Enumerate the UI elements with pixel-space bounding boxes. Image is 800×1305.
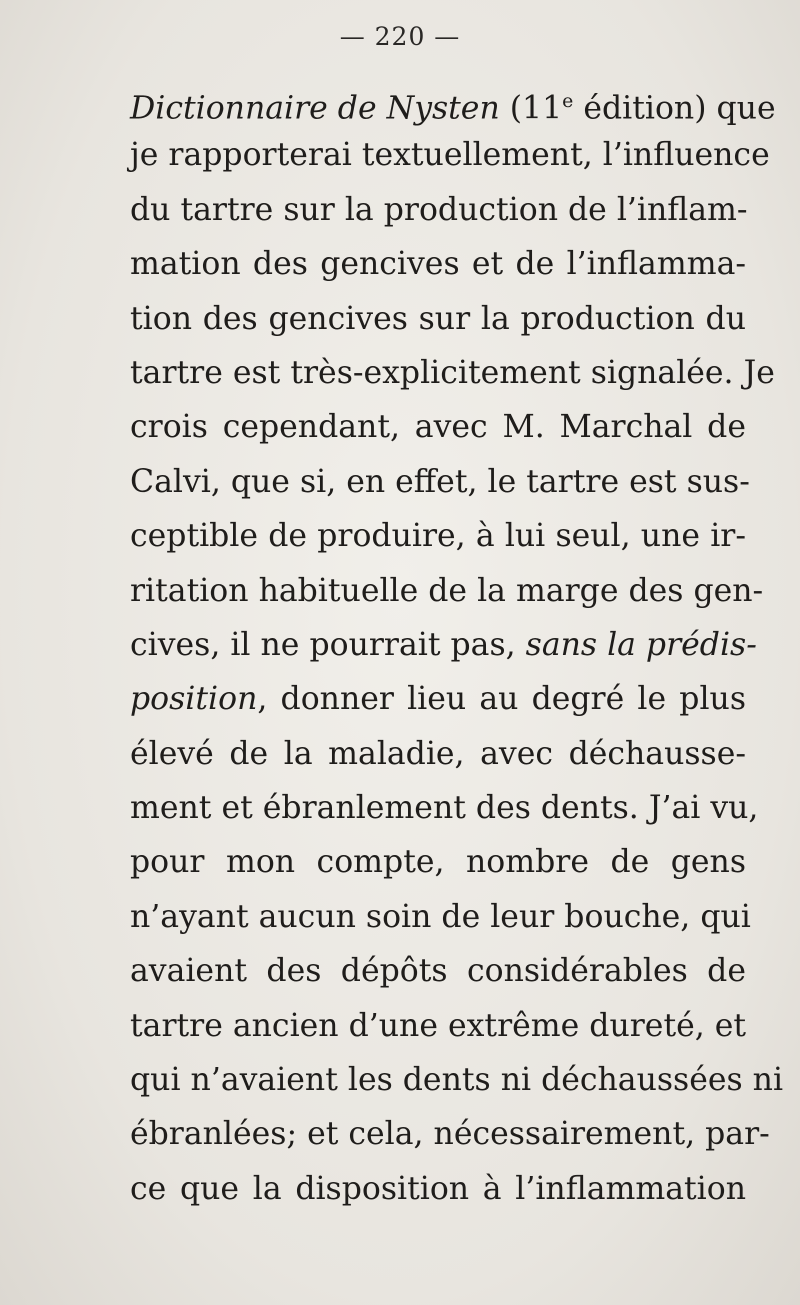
text-line: ment et ébranlement des dents. J’ai vu, — [130, 790, 759, 827]
text-line: avaient des dépôts considérables de — [130, 953, 746, 990]
text-line — [130, 74, 776, 128]
text-line: mation des gencives et de l’inflamma- — [130, 246, 746, 283]
text-line: ceptible de produire, à lui seul, une ir- — [130, 518, 746, 555]
text-line: crois cependant, avec M. Marchal de — [130, 409, 746, 446]
text-line: du tartre sur la production de l’inflam- — [130, 191, 748, 228]
text-line — [130, 618, 757, 672]
text-run: édition) que — [573, 90, 776, 127]
italic-title: Dictionnaire de Nysten — [130, 90, 500, 127]
text-line: élevé de la maladie, avec déchausse- — [130, 735, 746, 772]
text-line: tartre est très-explicitement signalée. Je — [130, 354, 775, 391]
text-line: tion des gencives sur la production du — [130, 300, 746, 337]
text-run: (11 — [499, 90, 563, 127]
text-line: qui n’avaient les dents ni déchaussées ni — [130, 1062, 784, 1099]
page-number: — 220 — — [339, 22, 461, 51]
text-line: je rapporterai textuellement, l’influence — [130, 137, 770, 174]
text-line: ébranlées; et cela, nécessairement, par- — [130, 1116, 770, 1153]
text-line: ritation habituelle de la marge des gen- — [130, 572, 764, 609]
text-run: cives, il ne pourrait pas, — [130, 626, 526, 663]
body-text — [130, 74, 784, 1216]
italic-phrase: sans la prédis- — [525, 626, 757, 663]
superscript: e — [562, 90, 574, 112]
text-line — [130, 672, 746, 726]
italic-phrase: position — [130, 681, 258, 718]
text-line: n’ayant aucun soin de leur bouche, qui — [130, 898, 751, 935]
text-line: tartre ancien d’une extrême dureté, et — [130, 1007, 747, 1044]
text-line: pour mon compte, nombre de gens — [130, 844, 746, 881]
text-run: , donner lieu au degré le plus — [257, 681, 746, 718]
text-line: ce que la disposition à l’inflammation — [130, 1170, 746, 1207]
text-line: Calvi, que si, en effet, le tartre est sus- — [130, 463, 750, 500]
